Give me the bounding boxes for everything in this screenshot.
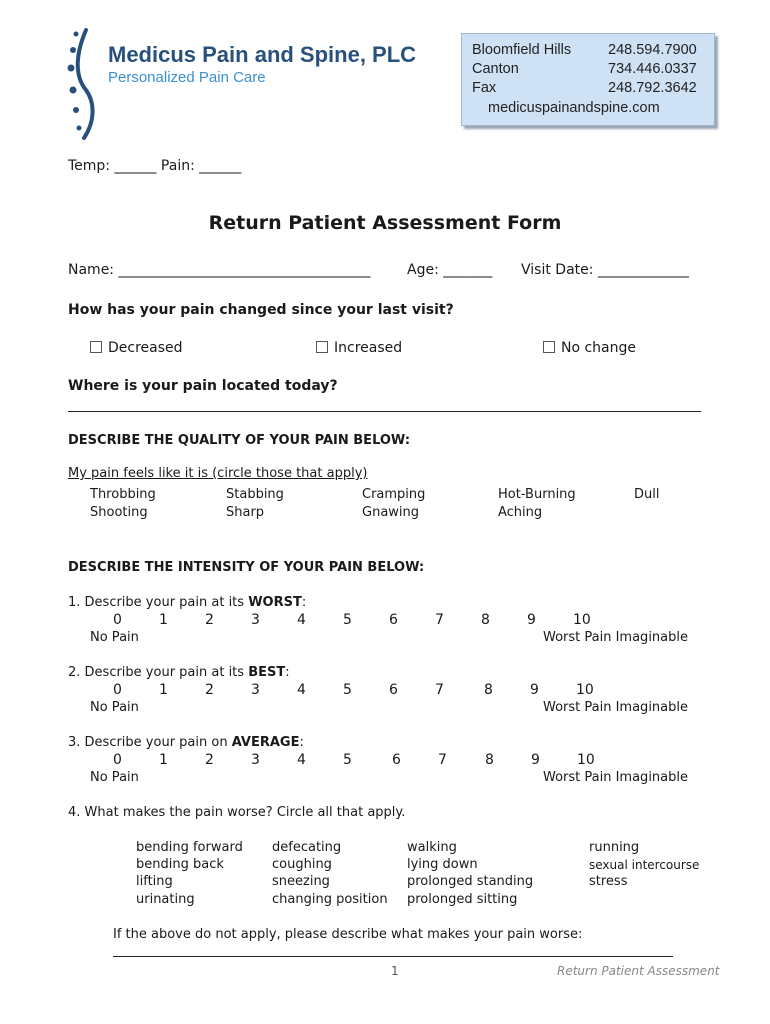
contact-box: [461, 33, 715, 126]
other-prompt: If the above do not apply, please describe what makes your pain worse:: [113, 927, 583, 942]
scale-value[interactable]: 9: [530, 682, 539, 698]
quality-word[interactable]: Throbbing: [90, 487, 156, 502]
scale-value[interactable]: 2: [205, 682, 214, 698]
worse-question: 4. What makes the pain worse? Circle all that apply.: [68, 805, 406, 820]
worse-option[interactable]: bending forward: [136, 840, 243, 855]
contact-label: Fax: [472, 80, 497, 96]
scale-value[interactable]: 0: [113, 612, 122, 628]
scale-value[interactable]: 9: [531, 752, 540, 768]
scale-value[interactable]: 10: [573, 612, 591, 628]
worse-option[interactable]: coughing: [272, 857, 332, 872]
quality-word[interactable]: Stabbing: [226, 487, 284, 502]
worse-option[interactable]: changing position: [272, 892, 388, 907]
scale-value[interactable]: 2: [205, 612, 214, 628]
spine-logo-icon: [62, 28, 102, 140]
website: medicuspainandspine.com: [488, 100, 660, 116]
page-number: 1: [391, 964, 399, 978]
scale-value[interactable]: 7: [438, 752, 447, 768]
pain-scale: [0, 612, 770, 630]
scale-value[interactable]: 6: [389, 682, 398, 698]
scale-value[interactable]: 8: [484, 682, 493, 698]
contact-phone: 734.446.0337: [608, 61, 697, 77]
company-tagline: Personalized Pain Care: [108, 69, 266, 86]
scale-value[interactable]: 8: [481, 612, 490, 628]
worse-option[interactable]: defecating: [272, 840, 342, 855]
pain-scale: [0, 752, 770, 770]
option-label: Decreased: [108, 340, 183, 356]
quality-word[interactable]: Aching: [498, 505, 543, 520]
worse-option[interactable]: prolonged standing: [407, 874, 534, 889]
worse-option[interactable]: lying down: [407, 857, 478, 872]
contact-label: Canton: [472, 61, 519, 77]
scale-value[interactable]: 3: [251, 752, 260, 768]
intensity-heading: DESCRIBE THE INTENSITY OF YOUR PAIN BELOW:: [68, 560, 425, 575]
visit-date-field[interactable]: Visit Date: _____________: [521, 262, 689, 278]
scale-value[interactable]: 2: [205, 752, 214, 768]
checkbox-icon[interactable]: [90, 341, 102, 353]
worse-option[interactable]: sneezing: [272, 874, 330, 889]
scale-value[interactable]: 7: [435, 612, 444, 628]
scale-value[interactable]: 1: [159, 752, 168, 768]
scale-value[interactable]: 6: [389, 612, 398, 628]
scale-value[interactable]: 7: [435, 682, 444, 698]
scale-value[interactable]: 3: [251, 682, 260, 698]
footer-doc-name: Return Patient Assessment: [557, 964, 720, 978]
scale-high-label: Worst Pain Imaginable: [543, 700, 688, 715]
option-label: Increased: [334, 340, 403, 356]
scale-low-label: No Pain: [90, 770, 139, 785]
scale-value[interactable]: 10: [576, 682, 594, 698]
location-question: Where is your pain located today?: [68, 378, 338, 394]
worse-option[interactable]: lifting: [136, 874, 173, 889]
quality-word[interactable]: Hot-Burning: [498, 487, 576, 502]
quality-word[interactable]: Dull: [634, 487, 660, 502]
worse-option[interactable]: running: [589, 840, 640, 855]
vitals-line[interactable]: Temp: ______ Pain: ______: [68, 158, 242, 174]
worse-option[interactable]: bending back: [136, 857, 224, 872]
contact-label: Bloomfield Hills: [472, 42, 572, 58]
worse-option[interactable]: urinating: [136, 892, 195, 907]
quality-instruction: My pain feels like it is (circle those that apply): [68, 466, 368, 481]
pain-scale: [0, 682, 770, 700]
scale-value[interactable]: 8: [485, 752, 494, 768]
option-increased[interactable]: [316, 340, 402, 356]
form-title: Return Patient Assessment Form: [208, 212, 562, 234]
scale-value[interactable]: 0: [113, 682, 122, 698]
other-answer-line[interactable]: [113, 956, 673, 957]
intensity-question: 3. Describe your pain on AVERAGE:: [68, 735, 304, 750]
quality-word[interactable]: Gnawing: [362, 505, 420, 520]
option-label: No change: [561, 340, 637, 356]
checkbox-icon[interactable]: [543, 341, 555, 353]
option-no-change[interactable]: [543, 340, 636, 356]
scale-value[interactable]: 1: [159, 612, 168, 628]
scale-value[interactable]: 5: [343, 752, 352, 768]
intensity-question: 1. Describe your pain at its WORST:: [68, 595, 307, 610]
location-answer-line[interactable]: [68, 411, 701, 412]
scale-value[interactable]: 4: [297, 752, 306, 768]
scale-low-label: No Pain: [90, 700, 139, 715]
scale-value[interactable]: 3: [251, 612, 260, 628]
worse-option[interactable]: sexual intercourse: [589, 858, 700, 872]
scale-value[interactable]: 10: [577, 752, 595, 768]
quality-word[interactable]: Shooting: [90, 505, 148, 520]
scale-value[interactable]: 4: [297, 682, 306, 698]
scale-high-label: Worst Pain Imaginable: [543, 770, 688, 785]
scale-value[interactable]: 9: [527, 612, 536, 628]
option-decreased[interactable]: [90, 340, 183, 356]
company-name: Medicus Pain and Spine, PLC: [108, 42, 417, 67]
quality-word[interactable]: Cramping: [362, 487, 426, 502]
contact-phone: 248.594.7900: [608, 42, 697, 58]
scale-value[interactable]: 5: [343, 682, 352, 698]
contact-fax: 248.792.3642: [608, 80, 697, 96]
scale-low-label: No Pain: [90, 630, 139, 645]
scale-value[interactable]: 1: [159, 682, 168, 698]
worse-option[interactable]: prolonged sitting: [407, 892, 518, 907]
quality-word[interactable]: Sharp: [226, 505, 265, 520]
name-field[interactable]: Name: ____________________________________: [68, 262, 371, 278]
scale-value[interactable]: 0: [113, 752, 122, 768]
pain-change-question: How has your pain changed since your last visit?: [68, 302, 454, 318]
scale-value[interactable]: 4: [297, 612, 306, 628]
checkbox-icon[interactable]: [316, 341, 328, 353]
quality-heading: DESCRIBE THE QUALITY OF YOUR PAIN BELOW:: [68, 433, 411, 448]
scale-high-label: Worst Pain Imaginable: [543, 630, 688, 645]
worse-option[interactable]: walking: [407, 840, 457, 855]
intensity-question: 2. Describe your pain at its BEST:: [68, 665, 290, 680]
scale-value[interactable]: 6: [392, 752, 401, 768]
age-field[interactable]: Age: _______: [407, 262, 493, 278]
scale-value[interactable]: 5: [343, 612, 352, 628]
worse-option[interactable]: stress: [589, 874, 628, 889]
